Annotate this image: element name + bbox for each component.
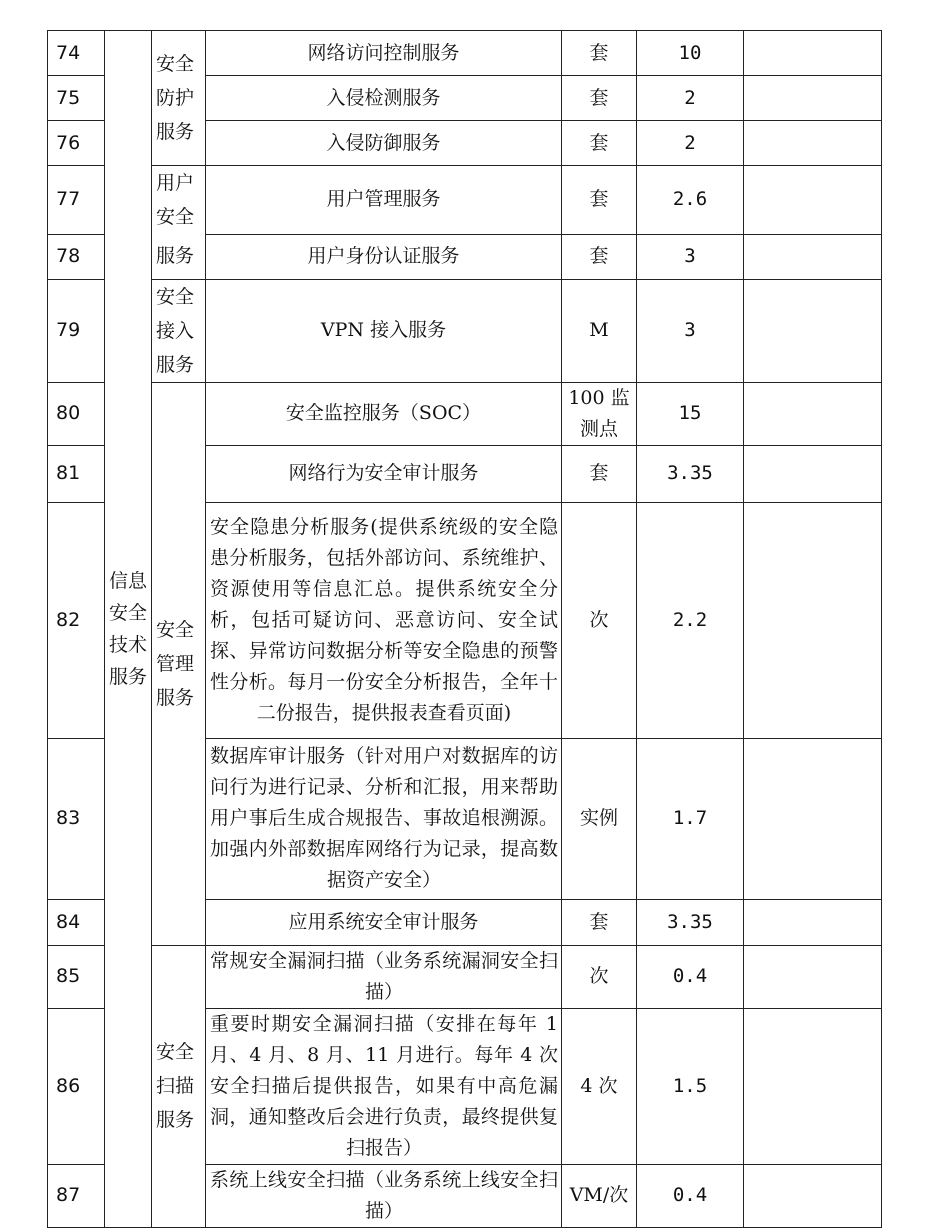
row-number: 81: [48, 445, 105, 502]
group-label: 安全扫描服务: [156, 1041, 195, 1131]
unit-cell: 实例: [562, 738, 637, 899]
unit-cell: 次: [562, 945, 637, 1008]
quantity-cell: 3: [637, 234, 744, 279]
service-description: 常规安全漏洞扫描（业务系统漏洞安全扫描）: [210, 949, 558, 1003]
note-cell: [744, 445, 882, 502]
note-cell: [744, 899, 882, 945]
quantity-cell: 1.7: [637, 738, 744, 899]
group-label: 安全防护服务: [156, 53, 195, 143]
row-number: 78: [48, 234, 105, 279]
group-label: 用户安全: [156, 172, 195, 228]
table-row: [48, 31, 882, 76]
group-label: 安全接入服务: [156, 285, 195, 376]
service-description: 重要时期安全漏洞扫描（安排在每年 1 月、4 月、8 月、11 月进行。每年 4 次安全扫描后提供报告，如果有中高危漏洞，通知整改后会进行负责，最终提供复扫报告）: [210, 1012, 558, 1159]
note-cell: [744, 166, 882, 235]
quantity-cell: 3.35: [637, 445, 744, 502]
service-name: [206, 738, 562, 899]
quantity-cell: 2.6: [637, 166, 744, 235]
category-cell: [105, 31, 152, 1228]
unit-cell: 套: [562, 121, 637, 166]
note-cell: [744, 234, 882, 279]
unit-cell: 套: [562, 31, 637, 76]
quantity-cell: 3: [637, 279, 744, 382]
table-row: [48, 279, 882, 382]
quantity-cell: 0.4: [637, 945, 744, 1008]
note-cell: [744, 502, 882, 738]
quantity-cell: 0.4: [637, 1164, 744, 1227]
note-cell: [744, 31, 882, 76]
row-number: 82: [48, 502, 105, 738]
row-number: 77: [48, 166, 105, 235]
unit-cell: VM/次: [562, 1164, 637, 1227]
note-cell: [744, 382, 882, 445]
service-name: [206, 945, 562, 1008]
row-number: 86: [48, 1008, 105, 1164]
note-cell: [744, 121, 882, 166]
table-row: [48, 382, 882, 445]
service-name: [206, 502, 562, 738]
note-cell: [744, 1164, 882, 1227]
service-name: 用户管理服务: [206, 166, 562, 235]
quantity-cell: 3.35: [637, 899, 744, 945]
quantity-cell: 1.5: [637, 1008, 744, 1164]
service-name: 网络访问控制服务: [206, 31, 562, 76]
service-name: 网络行为安全审计服务: [206, 445, 562, 502]
row-number: 79: [48, 279, 105, 382]
quantity-cell: 2: [637, 76, 744, 121]
row-number: 84: [48, 899, 105, 945]
row-number: 87: [48, 1164, 105, 1227]
quantity-cell: 15: [637, 382, 744, 445]
row-number: 85: [48, 945, 105, 1008]
group-cell-user-service: [152, 234, 206, 279]
row-number: 75: [48, 76, 105, 121]
service-name: [206, 1008, 562, 1164]
group-label: 服务: [156, 245, 195, 268]
group-cell-safe-access: [152, 279, 206, 382]
service-description: 安全隐患分析服务(提供系统级的安全隐患分析服务，包括外部访问、系统维护、资源使用等信息汇总。提供系统安全分析，包括可疑访问、恶意访问、安全试探、异常访问数据分析等安全隐患的预警性分析。每月一份安全分析报告，全年十二份报告，提供报表查看页面): [210, 515, 558, 724]
unit-cell: 100 监测点: [562, 382, 637, 445]
group-cell-safe-manage: [152, 382, 206, 945]
quantity-cell: 10: [637, 31, 744, 76]
note-cell: [744, 279, 882, 382]
group-cell-safe-protect: [152, 31, 206, 166]
note-cell: [744, 738, 882, 899]
table-row: [48, 945, 882, 1008]
group-cell-user-safe: [152, 166, 206, 235]
unit-cell: 次: [562, 502, 637, 738]
service-name: 应用系统安全审计服务: [206, 899, 562, 945]
unit-cell: 套: [562, 234, 637, 279]
row-number: 80: [48, 382, 105, 445]
service-name: [206, 1164, 562, 1227]
note-cell: [744, 1008, 882, 1164]
quantity-cell: 2: [637, 121, 744, 166]
service-name: 入侵检测服务: [206, 76, 562, 121]
unit-cell: M: [562, 279, 637, 382]
service-name: 安全监控服务（SOC）: [206, 382, 562, 445]
table-row: [48, 234, 882, 279]
service-description: 系统上线安全扫描（业务系统上线安全扫描）: [210, 1168, 558, 1222]
unit-cell: 套: [562, 76, 637, 121]
service-name: 用户身份认证服务: [206, 234, 562, 279]
row-number: 83: [48, 738, 105, 899]
row-number: 76: [48, 121, 105, 166]
quantity-cell: 2.2: [637, 502, 744, 738]
unit-cell: 套: [562, 899, 637, 945]
note-cell: [744, 76, 882, 121]
service-name: VPN 接入服务: [206, 279, 562, 382]
unit-cell: 套: [562, 166, 637, 235]
row-number: 74: [48, 31, 105, 76]
group-cell-safe-scan: [152, 945, 206, 1227]
table-row: [48, 166, 882, 235]
note-cell: [744, 945, 882, 1008]
service-table: [47, 30, 882, 1228]
service-name: 入侵防御服务: [206, 121, 562, 166]
category-label: 信息安全技术服务: [108, 569, 147, 688]
unit-cell: 4 次: [562, 1008, 637, 1164]
service-description: 数据库审计服务（针对用户对数据库的访问行为进行记录、分析和汇报，用来帮助用户事后生成合规报告、事故追根溯源。加强内外部数据库网络行为记录，提高数据资产安全）: [210, 745, 558, 891]
group-label: 安全管理服务: [156, 618, 195, 709]
unit-cell: 套: [562, 445, 637, 502]
